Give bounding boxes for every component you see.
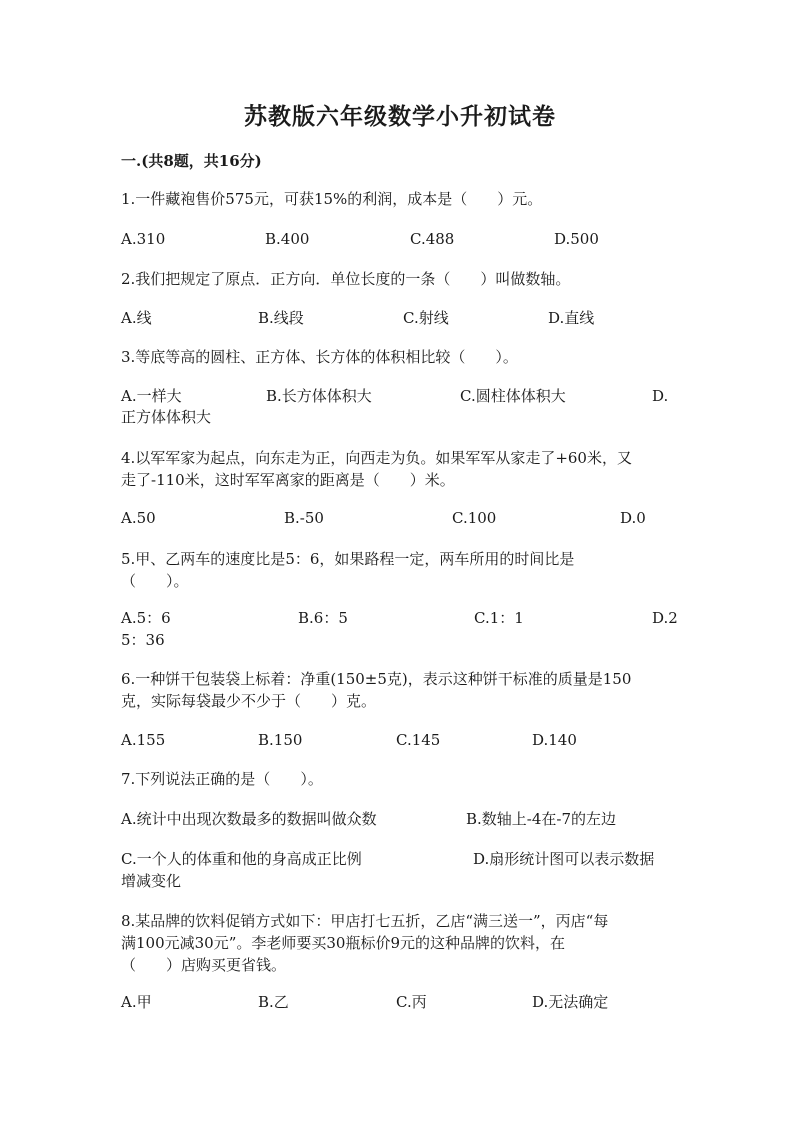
question-5-stem-line-2: （ ）。 bbox=[121, 572, 189, 590]
question-7-stem: 7.下列说法正确的是（ ）。 bbox=[121, 770, 323, 788]
question-4-stem-line-1: 4.以军军家为起点，向东走为正，向西走为负。如果军军从家走了+60米，又 bbox=[121, 449, 632, 467]
question-2-stem: 2.我们把规定了原点．正方向．单位长度的一条（ ）叫做数轴。 bbox=[121, 270, 571, 288]
question-7-option-b: B.数轴上-4在-7的左边 bbox=[466, 810, 617, 828]
question-1-option-b: B.400 bbox=[265, 230, 310, 248]
question-3-option-a: A.一样大 bbox=[121, 387, 182, 405]
question-1-option-d: D.500 bbox=[554, 230, 599, 248]
question-7-option-a: A.统计中出现次数最多的数据叫做众数 bbox=[121, 810, 377, 828]
question-6-stem-line-2: 克，实际每袋最少不少于（ ）克。 bbox=[121, 692, 377, 710]
question-3-stem: 3.等底等高的圆柱、正方体、长方体的体积相比较（ ）。 bbox=[121, 348, 518, 366]
question-6-option-c: C.145 bbox=[396, 731, 441, 749]
question-5-option-a: A.5：6 bbox=[121, 609, 171, 627]
question-5-option-b: B.6：5 bbox=[298, 609, 348, 627]
question-3-option-b: B.长方体体积大 bbox=[266, 387, 372, 405]
question-4-option-d: D.0 bbox=[620, 509, 646, 527]
page-title: 苏教版六年级数学小升初试卷 bbox=[244, 103, 556, 130]
question-5-stem-line-1: 5.甲、乙两车的速度比是5：6，如果路程一定，两车所用的时间比是 bbox=[121, 550, 575, 568]
question-4-option-b: B.-50 bbox=[284, 509, 324, 527]
question-8-option-c: C.丙 bbox=[396, 993, 427, 1011]
question-3-option-d-marker: D. bbox=[652, 387, 669, 405]
question-5-option-c: C.1：1 bbox=[474, 609, 524, 627]
question-5-option-d-marker: D.2 bbox=[652, 609, 678, 627]
section-heading: 一.(共8题，共16分) bbox=[121, 152, 262, 170]
question-3-option-c: C.圆柱体体积大 bbox=[460, 387, 566, 405]
question-8-stem-line-3: （ ）店购买更省钱。 bbox=[121, 956, 287, 974]
question-5-option-d-text: 5：36 bbox=[121, 631, 165, 649]
question-8-option-a: A.甲 bbox=[121, 993, 152, 1011]
question-2-option-b: B.线段 bbox=[258, 309, 304, 327]
question-4-option-c: C.100 bbox=[452, 509, 497, 527]
question-7-option-d-continued: 增减变化 bbox=[121, 872, 182, 890]
question-1-option-a: A.310 bbox=[121, 230, 166, 248]
question-8-stem-line-2: 满100元减30元”。李老师要买30瓶标价9元的这种品牌的饮料，在 bbox=[121, 934, 566, 952]
question-8-stem-line-1: 8.某品牌的饮料促销方式如下：甲店打七五折，乙店“满三送一”，丙店“每 bbox=[121, 912, 609, 930]
question-6-option-d: D.140 bbox=[532, 731, 577, 749]
question-2-option-c: C.射线 bbox=[403, 309, 449, 327]
question-4-stem-line-2: 走了-110米，这时军军离家的距离是（ ）米。 bbox=[121, 471, 455, 489]
question-7-option-d: D.扇形统计图可以表示数据 bbox=[473, 850, 655, 868]
question-1-stem: 1.一件藏袍售价575元，可获15%的利润，成本是（ ）元。 bbox=[121, 190, 543, 208]
question-6-stem-line-1: 6.一种饼干包装袋上标着：净重(150±5克)，表示这种饼干标准的质量是150 bbox=[121, 670, 632, 688]
question-8-option-b: B.乙 bbox=[258, 993, 289, 1011]
question-2-option-a: A.线 bbox=[121, 309, 152, 327]
question-6-option-a: A.155 bbox=[121, 731, 166, 749]
question-1-option-c: C.488 bbox=[410, 230, 455, 248]
question-2-option-d: D.直线 bbox=[548, 309, 595, 327]
question-3-option-d-text: 正方体体积大 bbox=[121, 408, 212, 426]
question-7-option-c: C.一个人的体重和他的身高成正比例 bbox=[121, 850, 362, 868]
question-4-option-a: A.50 bbox=[121, 509, 156, 527]
question-6-option-b: B.150 bbox=[258, 731, 303, 749]
question-8-option-d: D.无法确定 bbox=[532, 993, 609, 1011]
